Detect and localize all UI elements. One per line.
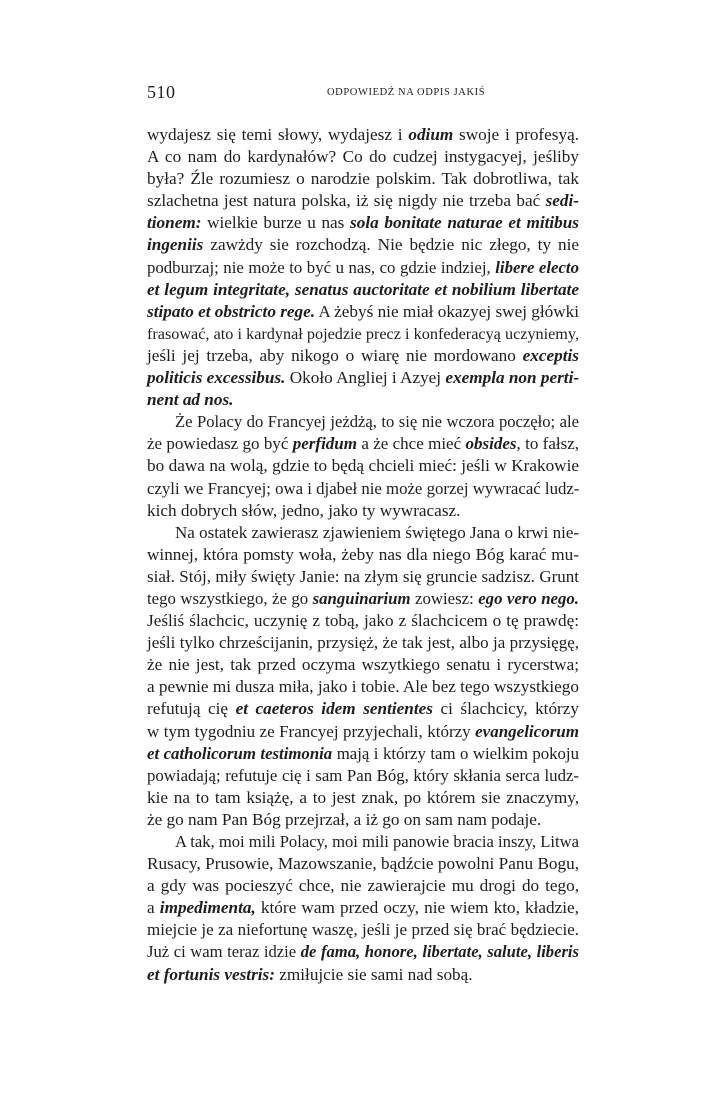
- text-line: [147, 146, 579, 168]
- text-segment: ci ślachcicy, którzy: [432, 699, 579, 719]
- text-segment: a pewnie mi dusza miła, jako i tobie. Ale bez tego wszystkiego: [147, 677, 579, 697]
- text-segment: w tym tygodniu ze Francyej przyjechali, którzy: [147, 721, 476, 741]
- text-line: [147, 588, 579, 610]
- italic-phrase: sola bonitate naturae et mitibus: [350, 213, 579, 233]
- text-line: [147, 743, 579, 765]
- text-line: [147, 411, 579, 433]
- text-segment: zowiesz:: [410, 588, 479, 608]
- italic-phrase: exempla non perti-: [445, 368, 580, 388]
- text-line: [147, 919, 579, 941]
- text-segment: swoje i profesyą.: [453, 125, 579, 144]
- italic-phrase: stipato et obstricto rege.: [147, 301, 316, 321]
- text-line: [147, 168, 579, 190]
- text-line: [147, 522, 579, 544]
- text-segment: a gdy was pocieszyć chce, nie zawierajcie mu drogi do tego,: [147, 876, 579, 896]
- italic-phrase: et legum integritate, senatus auctoritate et nobilium libertate: [147, 279, 579, 299]
- italic-phrase: et fortunis vestris:: [147, 964, 275, 984]
- italic-phrase: libere electo: [495, 257, 579, 277]
- text-segment: frasować, ato i kardynał pojedzie precz i konfederacyą uczyniemy,: [147, 324, 579, 343]
- page-header: [147, 82, 580, 106]
- text-segment: A co nam do kardynałów? Co do cudzej instygacyej, jeśliby: [147, 147, 579, 167]
- text-segment: miejcie je za niefortunę waszę, jeśli je przed się brać będziecie.: [147, 920, 579, 940]
- text-line: [147, 676, 579, 698]
- text-segment: A żebyś nie miał okazyej swej główki: [315, 301, 580, 321]
- italic-phrase: sedi-: [545, 191, 579, 211]
- text-segment: Już ci wam teraz idzie: [147, 942, 301, 962]
- text-segment: A tak, moi mili Polacy, moi mili panowie bracia inszy, Litwa: [175, 832, 579, 851]
- text-segment: bo dawa na wolą, gdzie to będą chcieli mieć: jeśli w Krakowie: [147, 456, 579, 476]
- text-line: [147, 831, 579, 853]
- italic-phrase: nent ad nos.: [147, 390, 234, 410]
- text-line: [147, 787, 579, 809]
- text-segment: a: [147, 898, 160, 918]
- text-line: [147, 964, 579, 986]
- text-line: [147, 478, 579, 500]
- text-segment: powiadają; refutuje cię i sam Pan Bóg, który skłania serca ludz-: [147, 765, 579, 785]
- text-line: [147, 721, 579, 743]
- italic-phrase: odium: [408, 125, 454, 144]
- text-segment: że go nam Pan Bóg przejrzał, a iż go on sam nam podaje.: [147, 809, 542, 829]
- text-line: [147, 257, 579, 279]
- text-line: [147, 897, 579, 919]
- italic-phrase: et caeteros idem sentientes: [235, 699, 433, 719]
- text-line: [147, 654, 579, 676]
- text-segment: wydajesz się temi słowy, wydajesz i: [147, 125, 409, 144]
- body-text: [147, 124, 579, 986]
- text-line: [147, 765, 579, 787]
- text-line: [147, 234, 579, 256]
- text-segment: tego wszystkiego, że go: [147, 588, 313, 608]
- text-segment: że nie jest, tak przed oczyma wszytkiego senatu i rycerstwa;: [147, 655, 579, 675]
- text-line: [147, 279, 579, 301]
- text-segment: winnej, która pomsty woła, żeby nas dla niego Bóg karać mu-: [147, 544, 579, 564]
- text-segment: Rusacy, Prusowie, Mazowszanie, bądźcie powolni Panu Bogu,: [147, 854, 579, 874]
- text-segment: że powiedasz go być: [147, 434, 293, 454]
- italic-phrase: obsides: [465, 434, 517, 454]
- text-line: [147, 941, 579, 963]
- text-line: [147, 455, 579, 477]
- italic-phrase: tionem:: [147, 213, 202, 233]
- text-segment: Na ostatek zawierasz zjawieniem świętego Jana o krwi nie-: [175, 522, 580, 542]
- text-line: [147, 124, 579, 146]
- italic-phrase: perfidum: [292, 434, 357, 454]
- italic-phrase: et catholicorum testimonia: [147, 743, 333, 763]
- text-segment: wielkie burze u nas: [201, 213, 351, 233]
- text-line: [147, 544, 579, 566]
- text-segment: zmiłujcie sie sami nad sobą.: [274, 964, 473, 984]
- text-segment: jeśli jej trzeba, aby nikogo o wiarę nie mordowano: [147, 345, 523, 365]
- text-line: [147, 389, 579, 411]
- text-line: [147, 698, 579, 720]
- text-line: [147, 853, 579, 875]
- italic-phrase: sanguinarium: [312, 588, 411, 608]
- text-line: [147, 500, 579, 522]
- text-segment: Jeśliś ślachcic, uczynię z tobą, jako z ślachcicem o tę prawdę:: [147, 611, 579, 631]
- text-segment: mają i którzy tam o wielkim pokoju: [332, 743, 579, 763]
- text-segment: szlachetna jest natura polska, iż się nigdy nie trzeba bać: [147, 191, 546, 211]
- text-line: [147, 345, 579, 367]
- italic-phrase: ego vero nego.: [478, 588, 579, 608]
- text-segment: siał. Stój, miły święty Janie: na złym się gruncie sadzisz. Grunt: [147, 566, 579, 586]
- text-line: [147, 610, 579, 632]
- italic-phrase: ingeniis: [147, 235, 204, 255]
- italic-phrase: evangelicorum: [475, 721, 579, 741]
- text-segment: kich dobrych słów, jedno, jako ty wywracasz.: [147, 500, 461, 520]
- text-line: [147, 433, 579, 455]
- text-line: [147, 632, 579, 654]
- text-line: [147, 875, 579, 897]
- italic-phrase: exceptis: [522, 345, 579, 365]
- text-segment: a że chce mieć: [356, 434, 466, 454]
- text-segment: podburzaj; nie może to być u nas, co gdzie indziej,: [147, 257, 496, 277]
- text-segment: czyli we Francyej; owa i djabeł nie może gorzej wywracać ludz-: [147, 478, 580, 498]
- running-title: ODPOWIEDŹ NA ODPIS JAKIŚ: [327, 87, 486, 98]
- text-segment: jeśli tylko chrześcijanin, przysięż, że tak jest, albo ja przysięgę,: [147, 633, 579, 653]
- italic-phrase: impedimenta,: [159, 898, 256, 918]
- text-segment: refutują cię: [147, 699, 236, 719]
- italic-phrase: de fama, honore, libertate, salute, liberis: [300, 942, 579, 962]
- text-segment: , to fałsz,: [516, 434, 579, 454]
- text-line: [147, 212, 579, 234]
- text-line: [147, 323, 579, 345]
- text-segment: kie na to tam książę, a to jest znak, po którem sie znaczymy,: [147, 787, 579, 807]
- page-number: 510: [147, 82, 176, 102]
- text-line: [147, 809, 579, 831]
- text-line: [147, 566, 579, 588]
- text-segment: które wam przed oczy, nie wiem kto, kładzie,: [255, 898, 579, 918]
- italic-phrase: politicis excessibus.: [147, 368, 286, 388]
- text-line: [147, 367, 579, 389]
- text-segment: Około Angliej i Azyej: [285, 368, 446, 388]
- text-segment: Że Polacy do Francyej jeżdżą, to się nie wczora poczęło; ale: [175, 412, 579, 432]
- text-line: [147, 190, 579, 212]
- text-segment: zawżdy sie rozchodzą. Nie będzie nic złego, ty nie: [203, 235, 579, 255]
- text-line: [147, 301, 579, 323]
- text-segment: była? Źle rozumiesz o narodzie polskim. Tak dobrotliwa, tak: [147, 169, 579, 189]
